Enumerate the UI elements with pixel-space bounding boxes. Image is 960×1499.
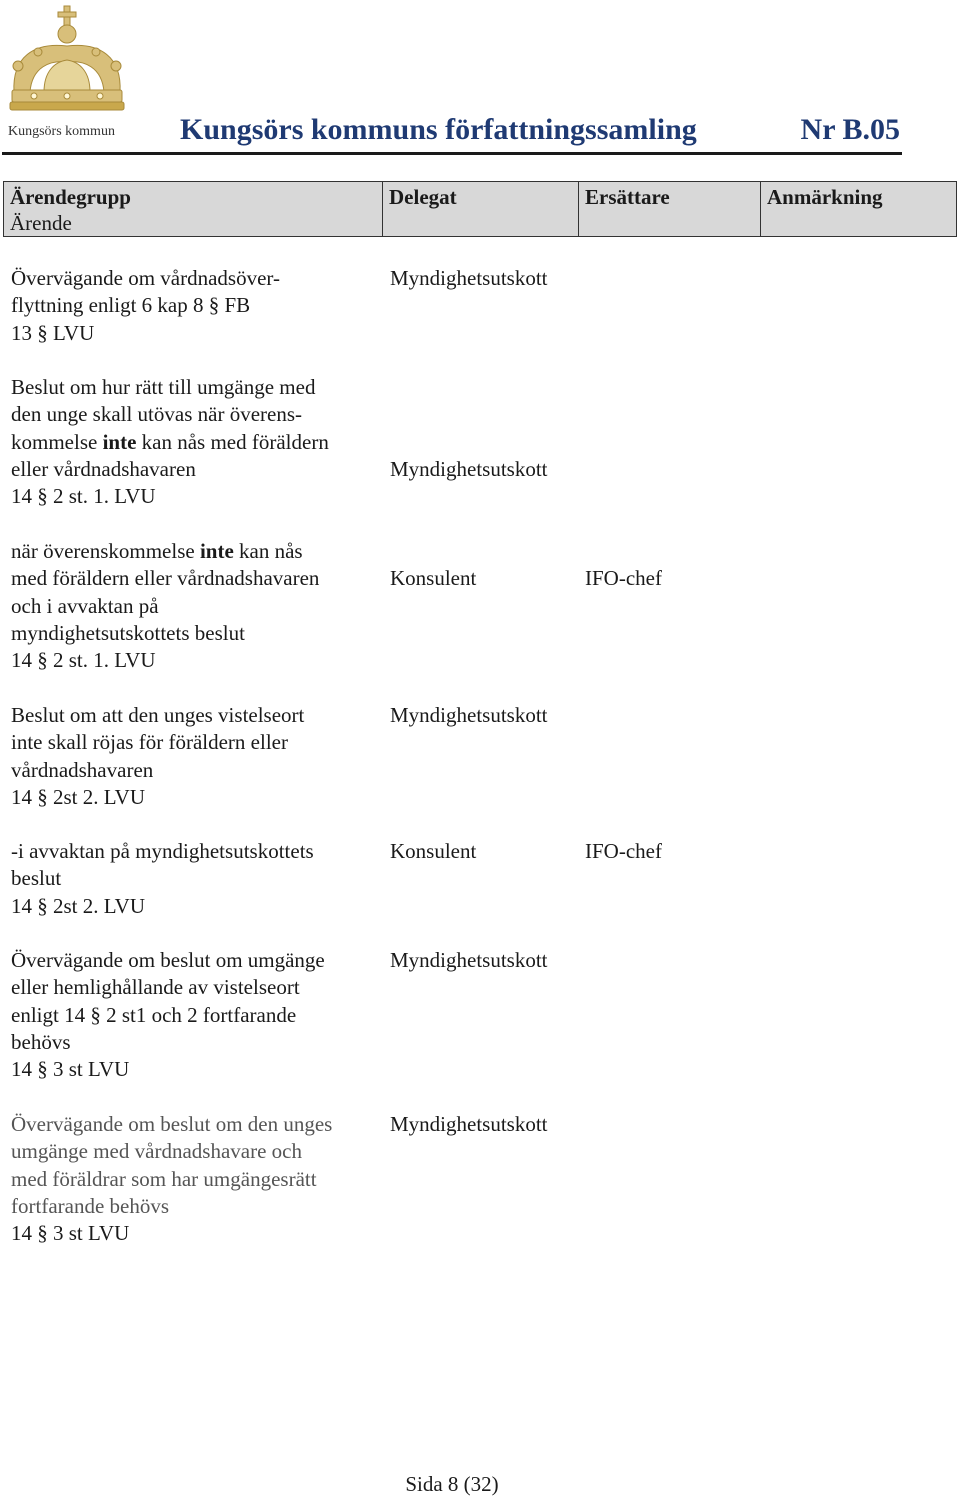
table-row-3-delegat: Konsulent xyxy=(390,566,477,590)
logo-caption: Kungsörs kommun xyxy=(8,124,115,139)
row-text: och i avvaktan på xyxy=(11,593,159,618)
row-text: inte skall röjas för föräldern eller xyxy=(11,730,288,755)
table-row-1-delegat: Myndighetsutskott xyxy=(390,266,548,290)
row-text: behövs xyxy=(11,1029,71,1054)
table-row-6-delegat: Myndighetsutskott xyxy=(390,948,548,972)
row-text: beslut xyxy=(11,866,62,891)
row-text: kan nås med föräldern xyxy=(141,429,329,454)
page-title: Kungsörs kommuns författningssamling xyxy=(180,113,697,146)
column-header-delegat xyxy=(383,182,579,236)
row-text: Övervägande om beslut om den unges xyxy=(11,1112,333,1136)
table-row-4-delegat: Myndighetsutskott xyxy=(390,703,548,727)
row-text: 14 § 2 st. 1. LVU xyxy=(11,484,156,509)
row-text-with-emphasis xyxy=(11,538,381,565)
column-header-arende-label: Ärende xyxy=(10,211,72,235)
row-text: kan nås xyxy=(239,539,303,563)
row-text: myndighetsutskottets beslut xyxy=(11,620,245,645)
table-row-1-arende xyxy=(11,265,381,347)
row-text: vårdnadshavaren xyxy=(11,757,154,782)
table-row-5-delegat: Konsulent xyxy=(390,839,477,863)
column-header-anmarkning xyxy=(761,182,957,236)
row-text: eller hemlighållande av vistelseort xyxy=(11,975,300,1000)
row-text: när överenskommelse xyxy=(11,539,195,563)
table-row-4-arende xyxy=(11,702,381,811)
column-header-anmarkning-label: Anmärkning xyxy=(767,185,883,209)
table-row-2-arende xyxy=(11,374,381,510)
page-number: Sida 8 (32) xyxy=(405,1472,499,1496)
row-text: Övervägande om beslut om umgänge xyxy=(11,948,325,972)
table-header xyxy=(3,181,957,237)
row-text: med föräldern eller vårdnadshavaren xyxy=(11,566,320,591)
document-number: Nr B.05 xyxy=(800,113,900,146)
kungsors-crown-logo xyxy=(4,2,132,144)
row-text: -i avvaktan på myndighetsutskottets xyxy=(11,839,314,863)
row-text: den unge skall utövas när överens- xyxy=(11,402,302,427)
row-text: 14 § 2 st. 1. LVU xyxy=(11,648,156,673)
table-row-3-ersattare: IFO-chef xyxy=(585,566,662,590)
column-header-ersattare-label: Ersättare xyxy=(585,185,670,209)
row-text-with-emphasis xyxy=(11,429,381,456)
table-row-7-delegat: Myndighetsutskott xyxy=(390,1112,548,1136)
row-text: 14 § 2st 2. LVU xyxy=(11,784,145,809)
row-text: umgänge med vårdnadshavare och xyxy=(11,1139,302,1164)
table-row-2-delegat: Myndighetsutskott xyxy=(390,457,548,481)
row-text: fortfarande behövs xyxy=(11,1193,170,1218)
table-row-6-arende xyxy=(11,947,381,1083)
header-divider xyxy=(2,152,902,155)
row-text: 13 § LVU xyxy=(11,320,95,345)
row-text: 14 § 2st 2. LVU xyxy=(11,893,145,918)
emphasis-inte: inte xyxy=(199,539,234,563)
table-row-5-ersattare: IFO-chef xyxy=(585,839,662,863)
row-text: 14 § 3 st LVU xyxy=(11,1221,130,1246)
table-row-5-arende xyxy=(11,838,381,920)
column-header-arendegrupp-label: Ärendegrupp xyxy=(10,185,131,209)
row-text: med föräldrar som har umgängesrätt xyxy=(11,1166,317,1191)
table-row-7-arende xyxy=(11,1111,381,1247)
row-text: Beslut om hur rätt till umgänge med xyxy=(11,375,316,399)
table-row-3-arende xyxy=(11,538,381,674)
column-header-ersattare xyxy=(579,182,761,236)
row-text: Övervägande om vårdnadsöver- xyxy=(11,266,280,290)
row-text: flyttning enligt 6 kap 8 § FB xyxy=(11,293,251,318)
row-text: 14 § 3 st LVU xyxy=(11,1057,130,1082)
row-text: Beslut om att den unges vistelseort xyxy=(11,703,305,727)
column-header-delegat-label: Delegat xyxy=(389,185,457,209)
row-text: kommelse xyxy=(11,429,98,454)
column-header-arendegrupp xyxy=(4,182,383,236)
row-text: eller vårdnadshavaren xyxy=(11,456,196,481)
row-text: enligt 14 § 2 st1 och 2 fortfarande xyxy=(11,1002,297,1027)
emphasis-inte: inte xyxy=(102,429,137,454)
